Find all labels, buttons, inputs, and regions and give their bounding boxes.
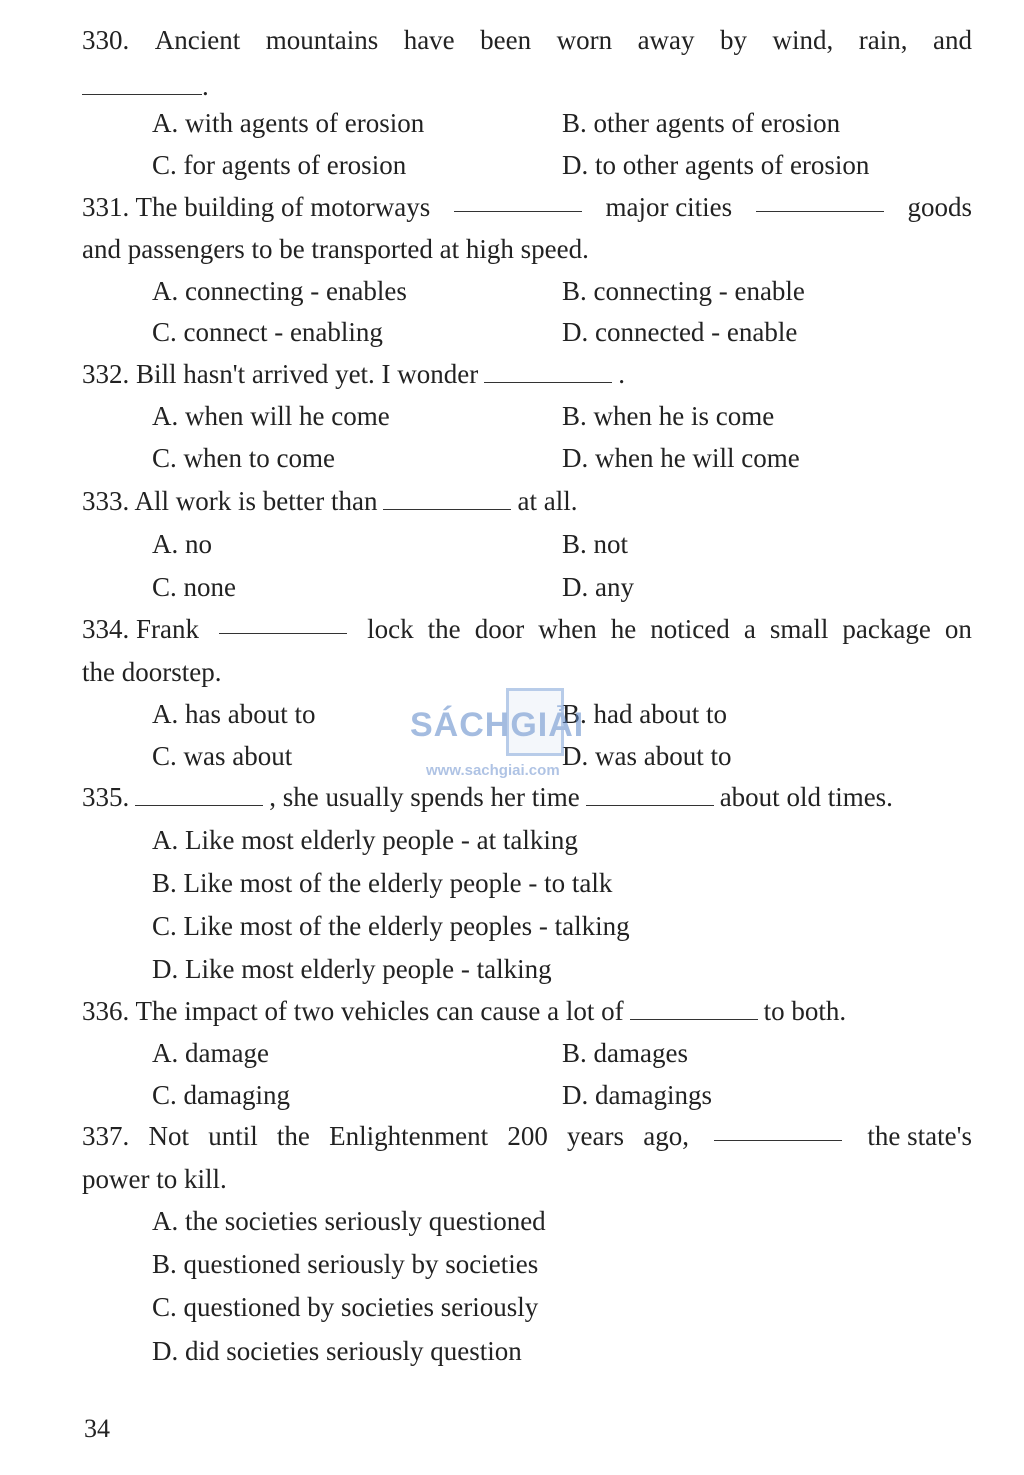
stem-word: the xyxy=(427,614,461,644)
stem-text: 334. Frank xyxy=(82,614,199,644)
stem-word: he xyxy=(610,614,637,644)
answer-blank xyxy=(586,783,714,806)
stem-word: small xyxy=(769,614,829,644)
stem-word: 200 xyxy=(507,1121,548,1151)
stem-word: mountains xyxy=(265,25,379,55)
option-337-c: C. questioned by societies seriously xyxy=(152,1292,539,1322)
answer-blank xyxy=(756,189,884,212)
stem-word: until xyxy=(208,1121,258,1151)
option-336-b: B. damages xyxy=(562,1038,688,1068)
stem-text: . xyxy=(618,359,626,389)
option-336-d: D. damagings xyxy=(562,1080,712,1110)
option-331-d: D. connected - enable xyxy=(562,317,798,347)
question-334-stem-cont: the doorstep. xyxy=(82,657,222,687)
stem-text: 336. The impact of two vehicles can cause a lot of xyxy=(82,996,624,1026)
stem-word: Not xyxy=(148,1121,189,1151)
option-335-d: D. Like most elderly people - talking xyxy=(152,954,552,984)
option-331-a: A. connecting - enables xyxy=(152,276,407,306)
stem-text: about old times. xyxy=(719,782,893,812)
question-331-stem xyxy=(82,189,972,225)
stem-text: 332. Bill hasn't arrived yet. I wonder xyxy=(82,359,479,389)
answer-blank xyxy=(82,72,202,95)
question-334-stem xyxy=(82,611,972,647)
stem-text: goods xyxy=(907,192,972,222)
question-330-stem-cont xyxy=(82,68,972,104)
stem-word: away xyxy=(637,25,695,55)
option-337-d: D. did societies seriously question xyxy=(152,1336,522,1366)
option-335-c: C. Like most of the elderly peoples - talking xyxy=(152,911,630,941)
answer-blank xyxy=(219,611,347,634)
stem-word: ago, xyxy=(643,1121,689,1151)
option-333-b: B. not xyxy=(562,529,629,559)
option-333-a: A. no xyxy=(152,529,212,559)
stem-word: wind, xyxy=(772,25,834,55)
stem-word: 337. xyxy=(82,1121,130,1151)
option-330-b: B. other agents of erosion xyxy=(562,108,841,138)
option-332-a: A. when will he come xyxy=(152,401,390,431)
stem-word: rain, xyxy=(858,25,908,55)
stem-text: 335. xyxy=(82,782,130,812)
stem-text: , she usually spends her time xyxy=(269,782,580,812)
option-334-a: A. has about to xyxy=(152,699,316,729)
stem-text: 333. All work is better than xyxy=(82,486,378,516)
stem-text: major cities xyxy=(605,192,733,222)
stem-word: by xyxy=(720,25,748,55)
question-330-stem xyxy=(82,22,972,58)
option-332-c: C. when to come xyxy=(152,443,335,473)
answer-blank xyxy=(135,783,263,806)
question-337-stem xyxy=(82,1118,972,1154)
stem-word: have xyxy=(403,25,455,55)
stem-word: when xyxy=(538,614,597,644)
option-332-d: D. when he will come xyxy=(562,443,800,473)
stem-word: door xyxy=(474,614,525,644)
option-334-d: D. was about to xyxy=(562,741,732,771)
stem-word: years xyxy=(567,1121,625,1151)
stem-word: Enlightenment xyxy=(329,1121,489,1151)
option-337-b: B. questioned seriously by societies xyxy=(152,1249,539,1279)
stem-word: been xyxy=(480,25,532,55)
stem-word: and xyxy=(932,25,972,55)
stem-text: . xyxy=(202,71,209,101)
question-337-stem-cont: power to kill. xyxy=(82,1164,227,1194)
option-335-a: A. Like most elderly people - at talking xyxy=(152,825,578,855)
option-337-a: A. the societies seriously questioned xyxy=(152,1206,546,1236)
question-331-stem-cont: and passengers to be transported at high speed. xyxy=(82,234,589,264)
answer-blank xyxy=(714,1118,842,1141)
stem-text: to both. xyxy=(763,996,847,1026)
question-332-stem xyxy=(82,356,972,392)
page-number: 34 xyxy=(84,1414,110,1443)
option-331-b: B. connecting - enable xyxy=(562,276,805,306)
question-335-stem xyxy=(82,779,972,815)
option-336-a: A. damage xyxy=(152,1038,269,1068)
answer-blank xyxy=(454,189,582,212)
option-332-b: B. when he is come xyxy=(562,401,775,431)
watermark-url: www.sachgiai.com xyxy=(426,762,560,779)
stem-word: package xyxy=(842,614,931,644)
answer-blank xyxy=(630,997,758,1020)
answer-blank xyxy=(484,360,612,383)
option-336-c: C. damaging xyxy=(152,1080,290,1110)
watermark-logo xyxy=(410,688,630,778)
option-335-b: B. Like most of the elderly people - to talk xyxy=(152,868,613,898)
question-333-stem xyxy=(82,483,972,519)
stem-word: lock xyxy=(367,614,414,644)
option-333-c: C. none xyxy=(152,572,236,602)
option-330-d: D. to other agents of erosion xyxy=(562,150,870,180)
answer-blank xyxy=(383,487,511,510)
stem-word: noticed xyxy=(650,614,730,644)
stem-text: the state's xyxy=(867,1121,972,1151)
watermark-brand: SÁCHGIẢI xyxy=(410,706,585,744)
option-330-c: C. for agents of erosion xyxy=(152,150,407,180)
option-331-c: C. connect - enabling xyxy=(152,317,383,347)
option-333-d: D. any xyxy=(562,572,634,602)
stem-word: the xyxy=(276,1121,310,1151)
option-330-a: A. with agents of erosion xyxy=(152,108,425,138)
stem-word: on xyxy=(944,614,972,644)
stem-text: at all. xyxy=(517,486,578,516)
option-334-c: C. was about xyxy=(152,741,293,771)
stem-text: 331. The building of motorways xyxy=(82,192,431,222)
stem-word: Ancient xyxy=(154,25,241,55)
stem-word: 330. xyxy=(82,25,130,55)
stem-word: a xyxy=(743,614,756,644)
option-334-b: B. had about to xyxy=(562,699,727,729)
stem-word: worn xyxy=(556,25,613,55)
question-336-stem xyxy=(82,993,972,1029)
